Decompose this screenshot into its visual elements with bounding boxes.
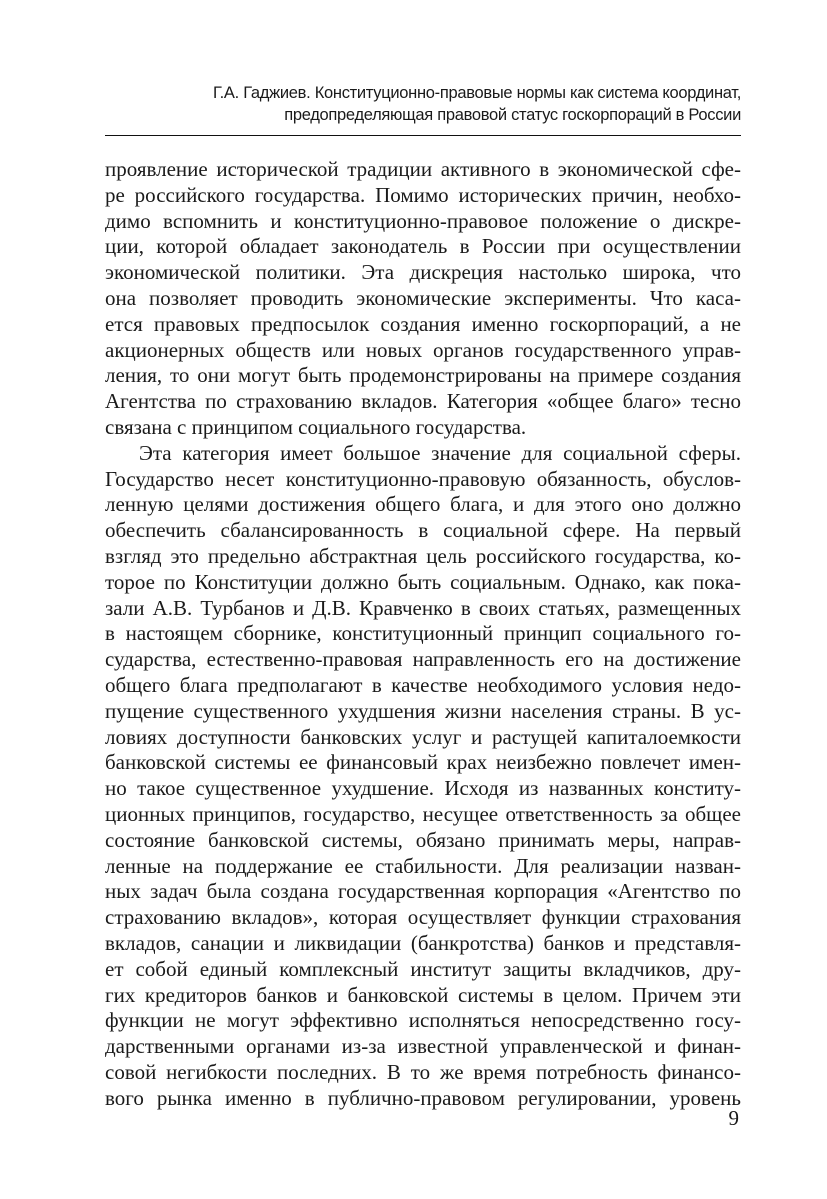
text-line: экономической политики. Эта дискреция настолько широка, что (105, 260, 741, 285)
text-line: взгляд это предельно абстрактная цель российского государства, ко- (105, 543, 741, 568)
text-line: Государство несет конституционно-правовую обязанность, обуслов- (105, 466, 741, 491)
header-rule (105, 135, 741, 136)
text-line: сударства, естественно-правовая направленность его на достижение (105, 647, 741, 672)
text-line: ции, которой обладает законодатель в России при осуществлении (105, 234, 741, 259)
text-line: ления, то они могут быть продемонстрированы на примере создания (105, 363, 741, 388)
text-line: дарственными органами из-за известной управленческой и финан- (105, 1034, 741, 1059)
text-line: общего блага предполагают в качестве необходимого условия недо- (105, 672, 741, 697)
running-header (105, 82, 741, 126)
text-line: ловиях доступности банковских услуг и растущей капиталоемкости (105, 724, 741, 749)
text-line: но такое существенное ухудшение. Исходя из названных конститу- (105, 776, 741, 801)
text-line: ется правовых предпосылок создания именно госкорпораций, а не (105, 311, 741, 336)
text-line: гих кредиторов банков и банковской системы в целом. Причем эти (105, 982, 741, 1007)
text-line: ционных принципов, государство, несущее ответственность за общее (105, 801, 741, 826)
paragraph (105, 157, 741, 441)
running-header-line: Г.А. Гаджиев. Конституционно-правовые нормы как система координат, (213, 84, 741, 102)
running-header-line: предопределяющая правовой статус госкорпораций в России (284, 106, 741, 124)
text-line: связана с принципом социального государства. (105, 414, 527, 439)
text-line: ленные на поддержание ее стабильности. Для реализации назван- (105, 853, 741, 878)
text-line: ет собой единый комплексный институт защиты вкладчиков, дру- (105, 956, 741, 981)
text-line: Эта категория имеет большое значение для социальной сферы. (139, 440, 741, 465)
text-line: пущение существенного ухудшения жизни населения страны. В ус- (105, 698, 741, 723)
text-line: акционерных обществ или новых органов государственного управ- (105, 337, 741, 362)
text-line: Агентства по страхованию вкладов. Категория «общее благо» тесно (105, 389, 741, 414)
page-number: 9 (728, 1106, 739, 1130)
text-line: обеспечить сбалансированность в социальной сфере. На первый (105, 518, 741, 543)
text-line: совой негибкости последних. В то же время потребность финансо- (105, 1059, 741, 1084)
body-text (105, 157, 741, 1111)
text-line: в настоящем сборнике, конституционный принцип социального го- (105, 621, 741, 646)
text-line: димо вспомнить и конституционно-правовое положение о дискре- (105, 208, 741, 233)
paragraph (105, 441, 741, 1112)
text-line: страхованию вкладов», которая осуществляет функции страхования (105, 905, 741, 930)
text-line: вого рынка именно в публично-правовом регулировании, уровень (105, 1085, 741, 1110)
text-line: банковской системы ее финансовый крах неизбежно повлечет имен- (105, 750, 741, 775)
text-line: состояние банковской системы, обязано принимать меры, направ- (105, 827, 741, 852)
text-line: ленную целями достижения общего блага, и для этого оно должно (105, 492, 741, 517)
text-line: вкладов, санации и ликвидации (банкротства) банков и представля- (105, 930, 741, 955)
text-line: она позволяет проводить экономические эксперименты. Что каса- (105, 285, 741, 310)
text-line: функции не могут эффективно исполняться непосредственно госу- (105, 1008, 741, 1033)
text-line: ре российского государства. Помимо исторических причин, необхо- (105, 182, 741, 207)
text-line: торое по Конституции должно быть социальным. Однако, как пока- (105, 569, 741, 594)
text-line: ных задач была создана государственная корпорация «Агентство по (105, 879, 741, 904)
text-line: проявление исторической традиции активного в экономической сфе- (105, 157, 741, 181)
text-line: зали А.В. Турбанов и Д.В. Кравченко в своих статьях, размещенных (105, 595, 741, 620)
